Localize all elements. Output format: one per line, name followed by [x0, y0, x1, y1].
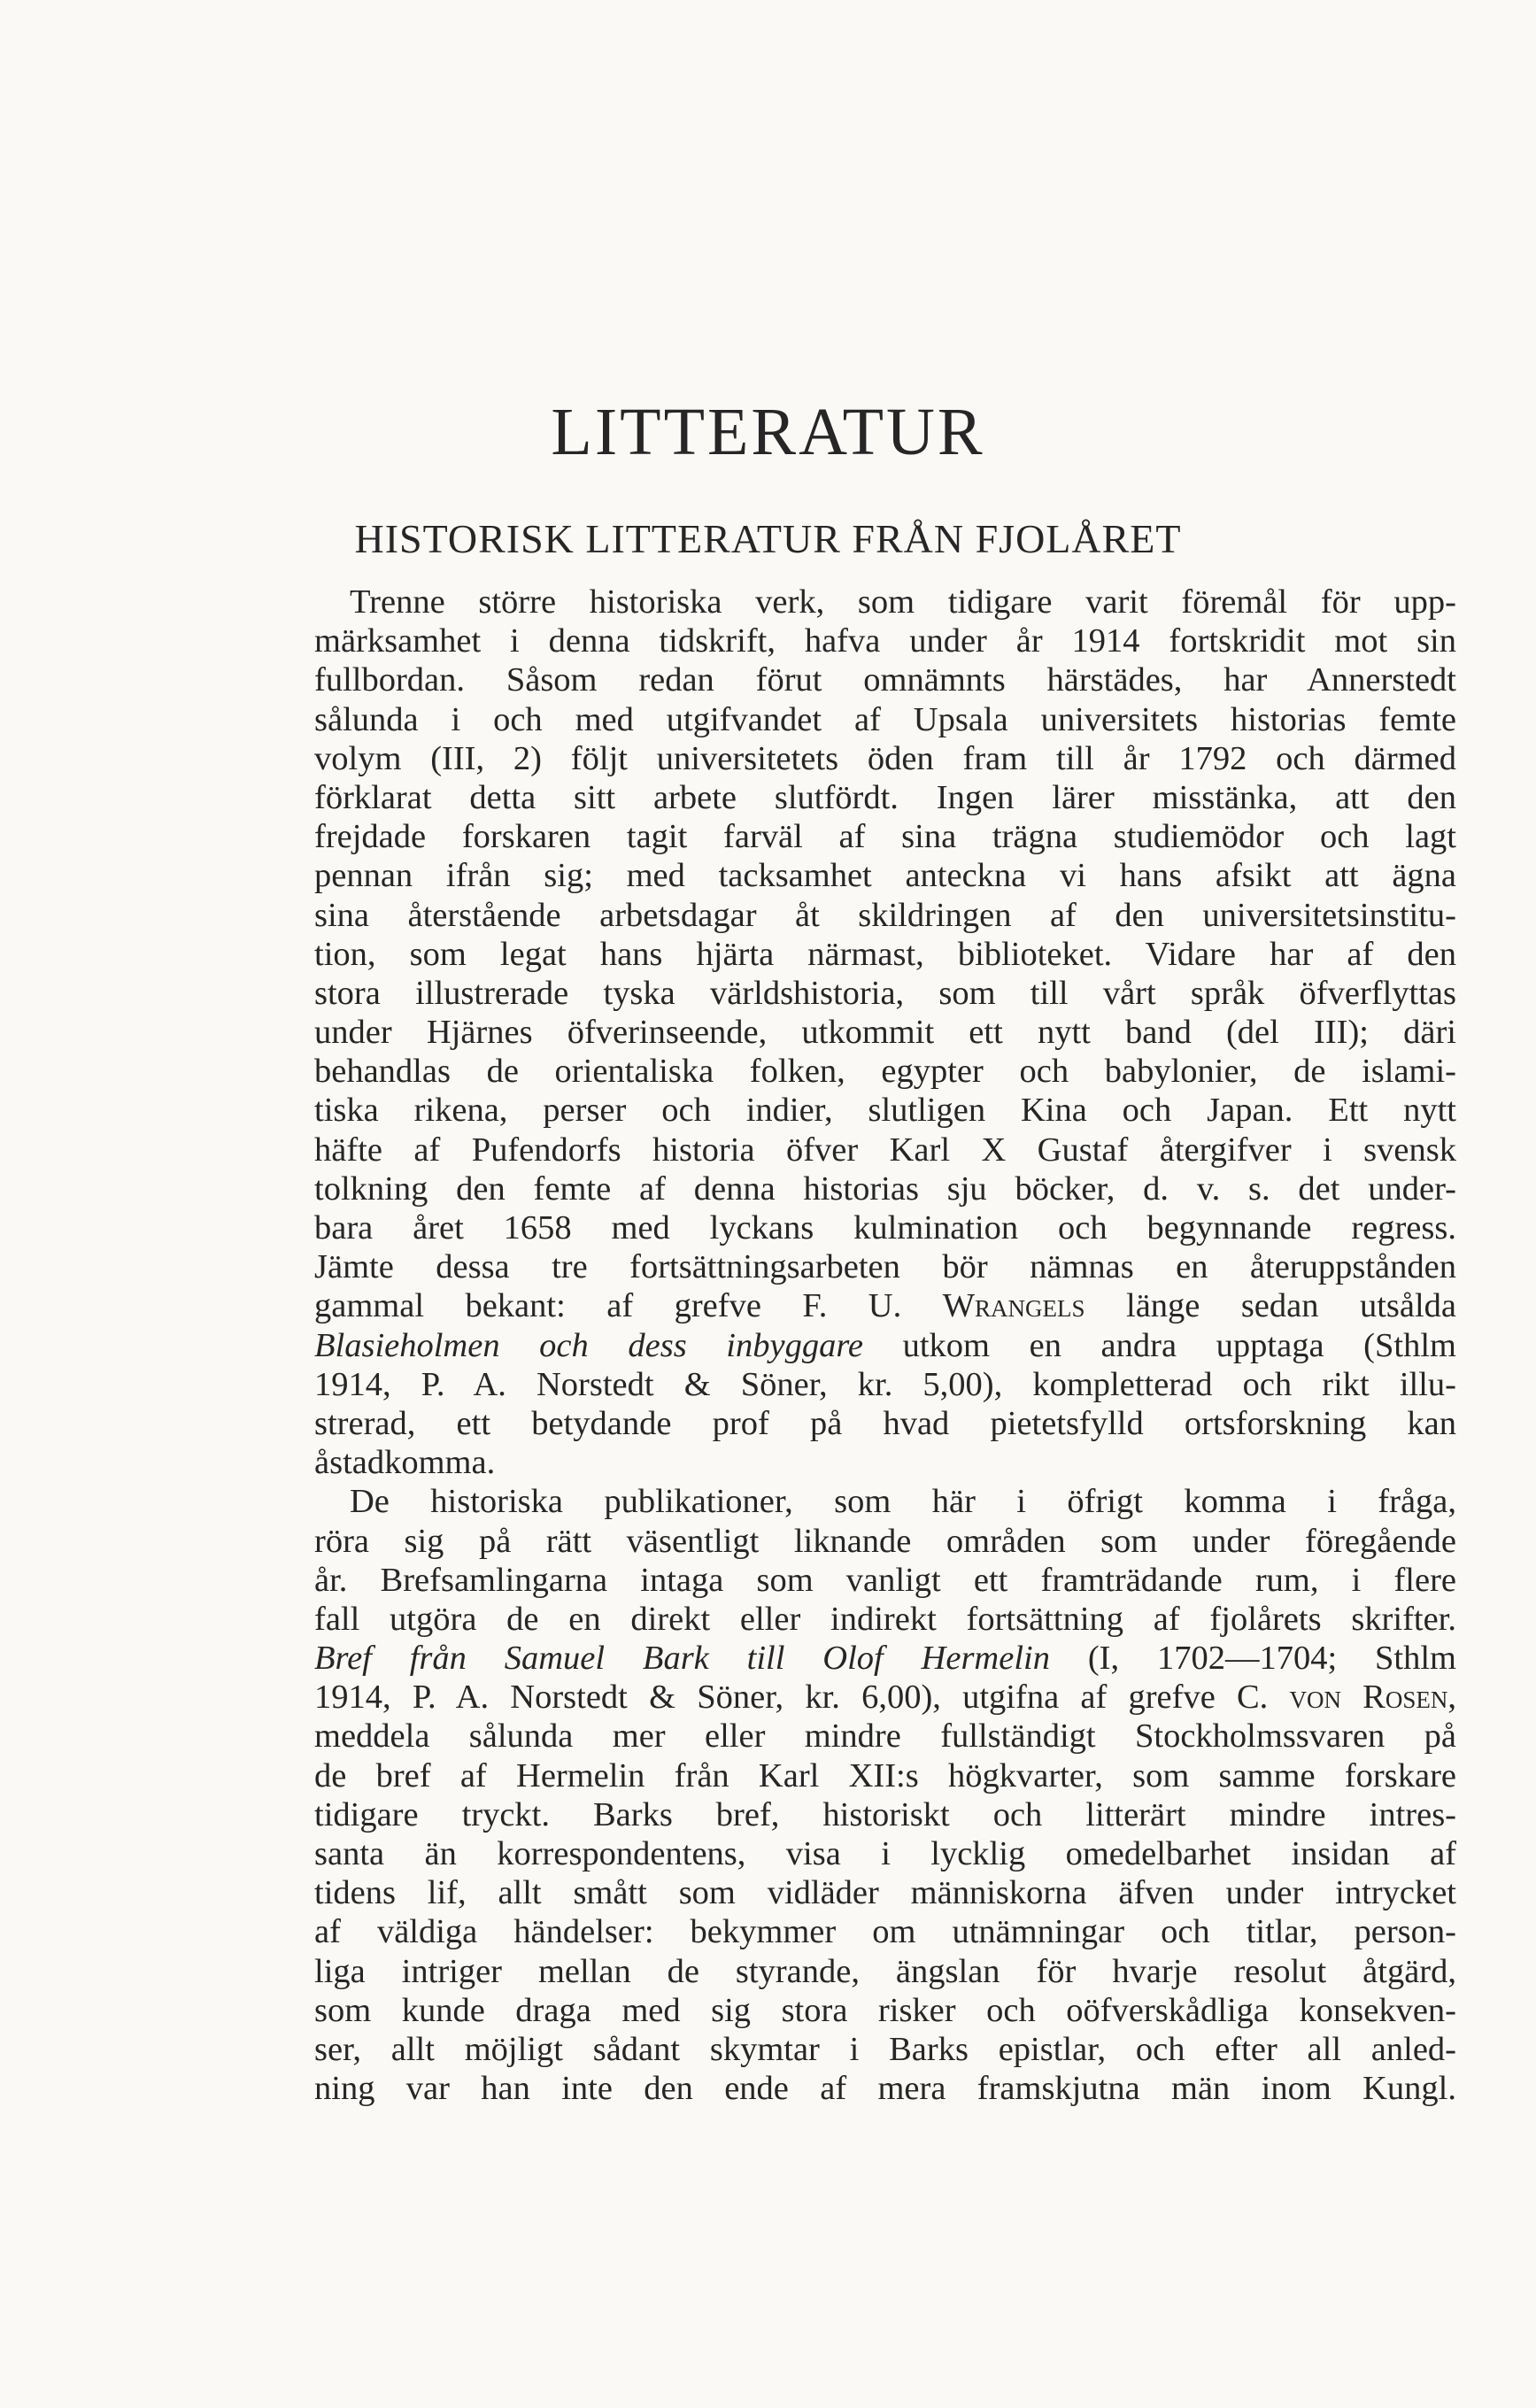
text-line: tiska rikena, perser och indier, slutligen Kina och Japan. Ett nytt: [314, 1092, 1456, 1130]
text-line: röra sig på rätt väsentligt liknande områden som under föregående: [314, 1522, 1456, 1560]
text-line: förklarat detta sitt arbete slutfördt. Ingen lärer misstänka, att den: [314, 778, 1456, 816]
text-line: pennan ifrån sig; med tacksamhet anteckna vi hans afsikt att ägna: [314, 857, 1456, 895]
text-line: behandlas de orientaliska folken, egypter och babylonier, de islami-: [314, 1053, 1456, 1091]
text-line: häfte af Pufendorfs historia öfver Karl X Gustaf återgifver i svensk: [314, 1131, 1456, 1169]
text-line: [314, 1639, 1456, 1678]
text-line: stora illustrerade tyska världshistoria, som till vårt språk öfverflyttas: [314, 974, 1456, 1012]
text-line: år. Brefsamlingarna intaga som vanligt ett framträdande rum, i flere: [314, 1561, 1456, 1599]
book-title: Bref från Samuel Bark till Olof Hermelin: [314, 1640, 1050, 1678]
text-line: ser, allt möjligt sådant skymtar i Barks epistlar, och efter all anled-: [314, 2030, 1456, 2068]
text-line: de bref af Hermelin från Karl XII:s högkvarter, som samme forskare: [314, 1756, 1456, 1794]
text-run: (I, 1702—1704; Sthlm: [1049, 1640, 1456, 1678]
text-line: af väldiga händelser: bekymmer om utnämningar och titlar, person-: [314, 1913, 1456, 1951]
text-line: som kunde draga med sig stora risker och oöfverskådliga konsekven-: [314, 1991, 1456, 2029]
text-line: tolkning den femte af denna historias sju böcker, d. v. s. det under-: [314, 1169, 1456, 1208]
text-line: frejdade forskaren tagit farväl af sina trägna studiemödor och lagt: [314, 818, 1456, 856]
text-line: liga intriger mellan de styrande, ängslan för hvarje resolut åtgärd,: [314, 1952, 1456, 1990]
text-line: 1914, P. A. Norstedt & Söner, kr. 5,00), kompletterad och rikt illu-: [314, 1365, 1456, 1403]
text-line: sina återstående arbetsdagar åt skildringen af den universitetsinstitu-: [314, 896, 1456, 934]
text-line: santa än korrespondentens, visa i lycklig omedelbarhet insidan af: [314, 1835, 1456, 1872]
text-line: [314, 1678, 1456, 1717]
author-name: Wrangels: [942, 1287, 1085, 1325]
text-line: ning var han inte den ende af mera framskjutna män inom Kungl.: [314, 2070, 1456, 2108]
text-run: utkom en andra upptaga (Sthlm: [862, 1326, 1456, 1364]
text-line: märksamhet i denna tidskrift, hafva under år 1914 fortskridit mot sin: [314, 622, 1456, 660]
text-line: sålunda i och med utgifvandet af Upsala universitets historias femte: [314, 700, 1456, 738]
text-line: Jämte dessa tre fortsättningsarbeten bör nämnas en återuppstånden: [314, 1248, 1456, 1286]
text-line: volym (III, 2) följt universitetets öden fram till år 1792 och därmed: [314, 739, 1456, 777]
text-line: Trenne större historiska verk, som tidigare varit föremål för upp-: [350, 583, 1456, 621]
text-line: tidigare tryckt. Barks bref, historiskt och litterärt mindre intres-: [314, 1795, 1456, 1833]
text-run: ,: [1447, 1679, 1456, 1717]
text-line: [314, 1326, 1456, 1365]
text-run: 1914, P. A. Norstedt & Söner, kr. 6,00), utgifna af grefve C.: [314, 1679, 1290, 1717]
text-line: [314, 1286, 1456, 1325]
text-line: tidens lif, allt smått som vidläder människorna äfven under intrycket: [314, 1874, 1456, 1912]
book-title: Blasieholmen och dess inbyggare: [314, 1326, 863, 1364]
text-run: gammal bekant: af grefve F. U.: [314, 1287, 943, 1325]
text-line: meddela sålunda mer eller mindre fullständigt Stockholmssvaren på: [314, 1717, 1456, 1756]
text-line: tion, som legat hans hjärta närmast, biblioteket. Vidare har af den: [314, 935, 1456, 973]
text-line: åstadkomma.: [314, 1444, 496, 1482]
page-title: LITTERATUR: [551, 395, 985, 469]
text-line: bara året 1658 med lyckans kulmination och begynnande regress.: [314, 1209, 1456, 1246]
author-name: von Rosen: [1289, 1679, 1448, 1717]
article-body: [314, 583, 1456, 2108]
text-line: fullbordan. Såsom redan förut omnämnts härstädes, har Annerstedt: [314, 661, 1456, 699]
text-line: strerad, ett betydande prof på hvad pietetsfylld ortsforskning kan: [314, 1404, 1456, 1442]
section-heading: HISTORISK LITTERATUR FRÅN FJOLÅRET: [354, 516, 1182, 561]
text-line: under Hjärnes öfverinseende, utkommit ett nytt band (del III); däri: [314, 1014, 1456, 1052]
text-line: fall utgöra de en direkt eller indirekt fortsättning af fjolårets skrifter.: [314, 1600, 1456, 1638]
text-line: De historiska publikationer, som här i öfrigt komma i fråga,: [350, 1483, 1456, 1521]
text-run: länge sedan utsålda: [1084, 1287, 1456, 1325]
